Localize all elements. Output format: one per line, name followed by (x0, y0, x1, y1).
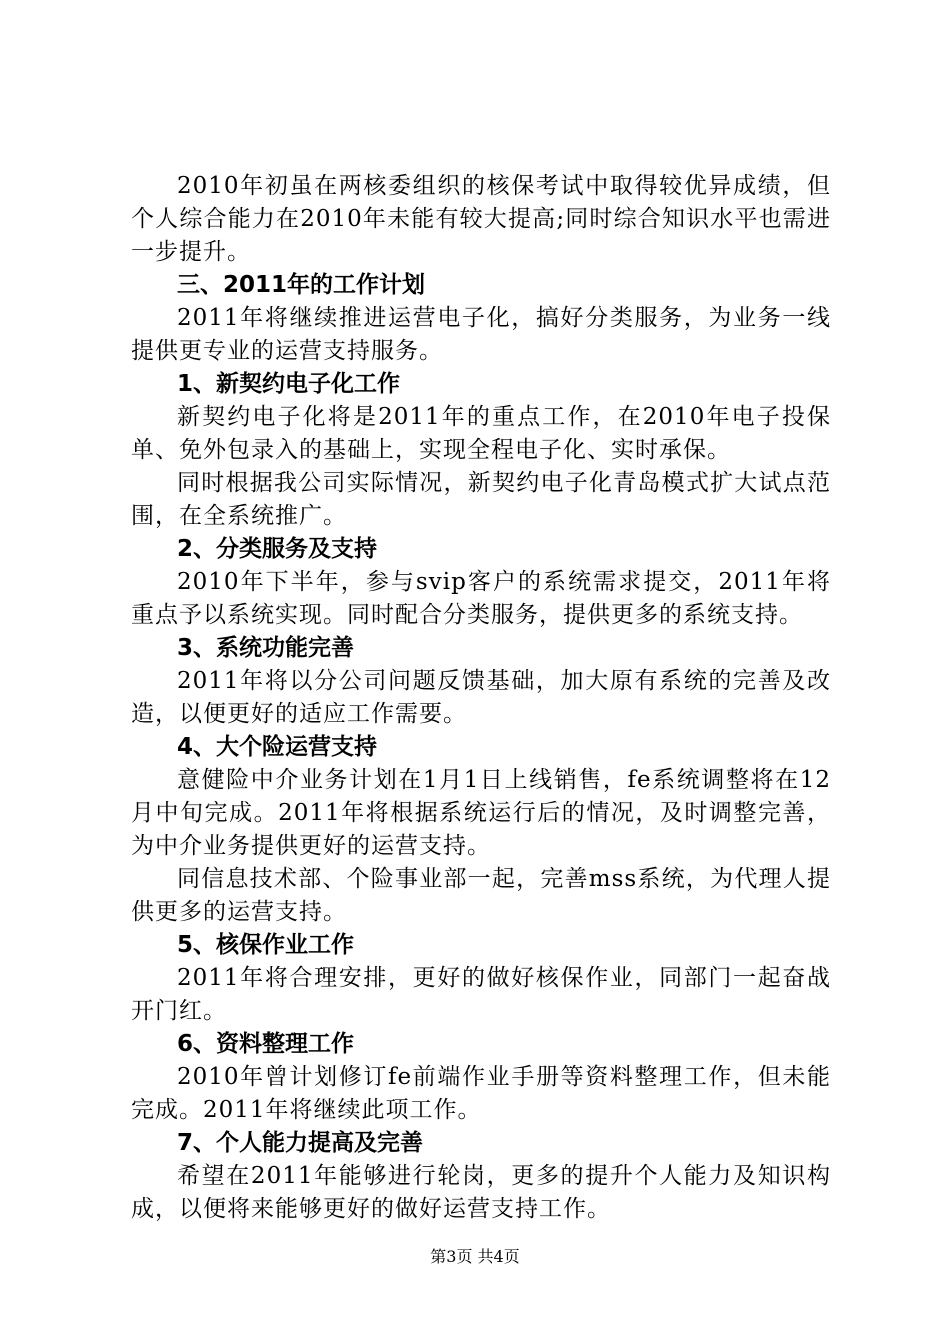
paragraph: 2011年将以分公司问题反馈基础，加大原有系统的完善及改造，以便更好的适应工作需要。 (131, 668, 831, 727)
subsection-heading: 2、分类服务及支持 (177, 536, 378, 562)
paragraph: 意健险中介业务计划在1月1日上线销售，fe系统调整将在12月中旬完成。2011年将根据系统运行后的情况，及时调整完善，为中介业务提供更好的运营支持。 (131, 767, 831, 859)
paragraph: 2010年下半年，参与svip客户的系统需求提交，2011年将重点予以系统实现。同时配合分类服务，提供更多的系统支持。 (131, 569, 831, 628)
paragraph: 同信息技术部、个险事业部一起，完善mss系统，为代理人提供更多的运营支持。 (131, 866, 831, 925)
subsection-heading: 7、个人能力提高及完善 (177, 1130, 424, 1156)
paragraph: 2010年曾计划修订fe前端作业手册等资料整理工作，但未能完成。2011年将继续此项工作。 (131, 1064, 831, 1123)
document-body (131, 170, 831, 1226)
subsection-heading: 1、新契约电子化工作 (177, 371, 401, 397)
paragraph: 新契约电子化将是2011年的重点工作，在2010年电子投保单、免外包录入的基础上，实现全程电子化、实时承保。 (131, 404, 831, 463)
subsection-heading: 3、系统功能完善 (177, 635, 355, 661)
paragraph: 希望在2011年能够进行轮岗，更多的提升个人能力及知识构成，以便将来能够更好的做好运营支持工作。 (131, 1163, 831, 1222)
paragraph: 2011年将继续推进运营电子化，搞好分类服务，为业务一线提供更专业的运营支持服务。 (131, 305, 831, 364)
subsection-heading: 5、核保作业工作 (177, 932, 355, 958)
paragraph: 同时根据我公司实际情况，新契约电子化青岛模式扩大试点范围，在全系统推广。 (131, 470, 831, 529)
paragraph: 2010年初虽在两核委组织的核保考试中取得较优异成绩，但个人综合能力在2010年未能有较大提高;同时综合知识水平也需进一步提升。 (131, 173, 831, 265)
page-number-footer: 第3页 共4页 (430, 1247, 520, 1266)
subsection-heading: 4、大个险运营支持 (177, 734, 378, 760)
subsection-heading: 6、资料整理工作 (177, 1031, 355, 1057)
paragraph: 2011年将合理安排，更好的做好核保作业，同部门一起奋战开门红。 (131, 965, 831, 1024)
section-heading: 三、2011年的工作计划 (177, 272, 426, 298)
